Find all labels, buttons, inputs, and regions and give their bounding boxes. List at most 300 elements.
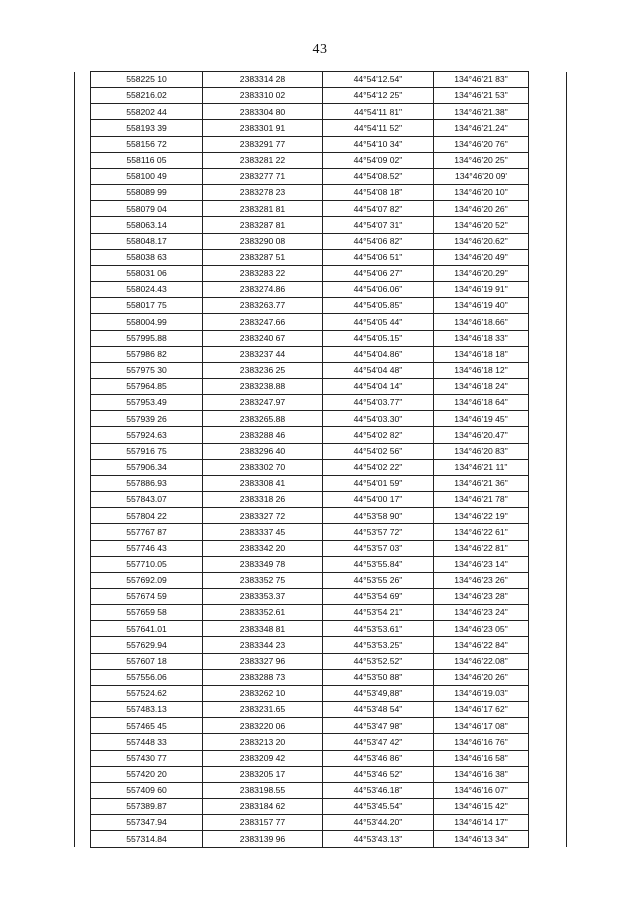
right-blank-cell <box>529 249 567 265</box>
y-coordinate-cell: 2383348 81 <box>203 621 323 637</box>
latitude-cell: 44°53'53.61" <box>323 621 434 637</box>
table-row <box>75 201 567 217</box>
x-coordinate-cell: 558089 99 <box>91 185 203 201</box>
longitude-cell: 134°46'16 07" <box>434 782 529 798</box>
y-coordinate-cell: 2383198.55 <box>203 782 323 798</box>
y-coordinate-cell: 2383213 20 <box>203 734 323 750</box>
table-row <box>75 443 567 459</box>
table-row <box>75 378 567 394</box>
y-coordinate-cell: 2383337 45 <box>203 524 323 540</box>
right-blank-cell <box>529 605 567 621</box>
left-margin-cell <box>75 572 91 588</box>
left-margin-cell <box>75 104 91 120</box>
left-margin-cell <box>75 718 91 734</box>
y-coordinate-cell: 2383296 40 <box>203 443 323 459</box>
left-margin-cell <box>75 314 91 330</box>
left-margin-cell <box>75 282 91 298</box>
latitude-cell: 44°54'09 02" <box>323 152 434 168</box>
y-coordinate-cell: 2383240 67 <box>203 330 323 346</box>
left-margin-cell <box>75 265 91 281</box>
left-margin-cell <box>75 589 91 605</box>
y-coordinate-cell: 2383287 81 <box>203 217 323 233</box>
table-row <box>75 265 567 281</box>
latitude-cell: 44°53'52.52" <box>323 653 434 669</box>
right-blank-cell <box>529 524 567 540</box>
table-row <box>75 282 567 298</box>
y-coordinate-cell: 2383231.65 <box>203 702 323 718</box>
left-margin-cell <box>75 88 91 104</box>
left-margin-cell <box>75 508 91 524</box>
longitude-cell: 134°46'20 49" <box>434 249 529 265</box>
table-row <box>75 734 567 750</box>
right-blank-cell <box>529 685 567 701</box>
x-coordinate-cell: 558038 63 <box>91 249 203 265</box>
x-coordinate-cell: 557607 18 <box>91 653 203 669</box>
y-coordinate-cell: 2383220 06 <box>203 718 323 734</box>
table-row <box>75 589 567 605</box>
left-margin-cell <box>75 233 91 249</box>
left-margin-cell <box>75 152 91 168</box>
left-margin-cell <box>75 556 91 572</box>
right-blank-cell <box>529 815 567 831</box>
longitude-cell: 134°46'23 28" <box>434 589 529 605</box>
y-coordinate-cell: 2383288 46 <box>203 427 323 443</box>
longitude-cell: 134°46'20 25" <box>434 152 529 168</box>
longitude-cell: 134°46'20 83" <box>434 443 529 459</box>
right-blank-cell <box>529 411 567 427</box>
left-margin-cell <box>75 750 91 766</box>
left-margin-cell <box>75 330 91 346</box>
right-blank-cell <box>529 395 567 411</box>
table-row <box>75 605 567 621</box>
x-coordinate-cell: 557767 87 <box>91 524 203 540</box>
right-blank-cell <box>529 492 567 508</box>
x-coordinate-cell: 557389.87 <box>91 799 203 815</box>
x-coordinate-cell: 557886.93 <box>91 475 203 491</box>
left-margin-cell <box>75 120 91 136</box>
latitude-cell: 44°53'46.18" <box>323 782 434 798</box>
latitude-cell: 44°53'57 72" <box>323 524 434 540</box>
y-coordinate-cell: 2383238.88 <box>203 378 323 394</box>
left-margin-cell <box>75 201 91 217</box>
longitude-cell: 134°46'20 26" <box>434 201 529 217</box>
longitude-cell: 134°46'20.62" <box>434 233 529 249</box>
latitude-cell: 44°54'06.06" <box>323 282 434 298</box>
latitude-cell: 44°53'43.13" <box>323 831 434 847</box>
x-coordinate-cell: 557804 22 <box>91 508 203 524</box>
y-coordinate-cell: 2383157 77 <box>203 815 323 831</box>
latitude-cell: 44°53'46 52" <box>323 766 434 782</box>
x-coordinate-cell: 557975 30 <box>91 362 203 378</box>
left-margin-cell <box>75 136 91 152</box>
longitude-cell: 134°46'18.66" <box>434 314 529 330</box>
y-coordinate-cell: 2383247.97 <box>203 395 323 411</box>
x-coordinate-cell: 557409 60 <box>91 782 203 798</box>
table-row <box>75 766 567 782</box>
x-coordinate-cell: 558156 72 <box>91 136 203 152</box>
x-coordinate-cell: 558031 06 <box>91 265 203 281</box>
right-blank-cell <box>529 669 567 685</box>
table-row <box>75 72 567 88</box>
latitude-cell: 44°53'47 42" <box>323 734 434 750</box>
right-blank-cell <box>529 314 567 330</box>
longitude-cell: 134°46'21 83" <box>434 72 529 88</box>
longitude-cell: 134°46'21 36" <box>434 475 529 491</box>
y-coordinate-cell: 2383302 70 <box>203 459 323 475</box>
x-coordinate-cell: 557995.88 <box>91 330 203 346</box>
table-row <box>75 298 567 314</box>
longitude-cell: 134°46'17 62" <box>434 702 529 718</box>
y-coordinate-cell: 2383288 73 <box>203 669 323 685</box>
x-coordinate-cell: 557641.01 <box>91 621 203 637</box>
left-margin-cell <box>75 475 91 491</box>
longitude-cell: 134°46'20 09' <box>434 168 529 184</box>
x-coordinate-cell: 557964.85 <box>91 378 203 394</box>
y-coordinate-cell: 2383349 78 <box>203 556 323 572</box>
left-margin-cell <box>75 411 91 427</box>
longitude-cell: 134°46'18 33" <box>434 330 529 346</box>
longitude-cell: 134°46'16 58" <box>434 750 529 766</box>
latitude-cell: 44°53'45.54" <box>323 799 434 815</box>
y-coordinate-cell: 2383139 96 <box>203 831 323 847</box>
left-margin-cell <box>75 605 91 621</box>
x-coordinate-cell: 558216.02 <box>91 88 203 104</box>
right-blank-cell <box>529 621 567 637</box>
right-blank-cell <box>529 572 567 588</box>
latitude-cell: 44°54'11 81" <box>323 104 434 120</box>
table-row <box>75 152 567 168</box>
longitude-cell: 134°46'20.29" <box>434 265 529 281</box>
right-blank-cell <box>529 831 567 847</box>
right-blank-cell <box>529 637 567 653</box>
table-row <box>75 330 567 346</box>
x-coordinate-cell: 557916 75 <box>91 443 203 459</box>
left-margin-cell <box>75 168 91 184</box>
left-margin-cell <box>75 540 91 556</box>
table-row <box>75 120 567 136</box>
longitude-cell: 134°46'17 08" <box>434 718 529 734</box>
y-coordinate-cell: 2383308 41 <box>203 475 323 491</box>
latitude-cell: 44°54'11 52" <box>323 120 434 136</box>
table-row <box>75 475 567 491</box>
longitude-cell: 134°46'22 81" <box>434 540 529 556</box>
right-blank-cell <box>529 282 567 298</box>
x-coordinate-cell: 557939 26 <box>91 411 203 427</box>
latitude-cell: 44°53'47 98" <box>323 718 434 734</box>
latitude-cell: 44°54'06 27" <box>323 265 434 281</box>
right-blank-cell <box>529 136 567 152</box>
table-row <box>75 395 567 411</box>
table-row <box>75 346 567 362</box>
table-row <box>75 233 567 249</box>
right-blank-cell <box>529 459 567 475</box>
latitude-cell: 44°54'03.77" <box>323 395 434 411</box>
latitude-cell: 44°54'04 48" <box>323 362 434 378</box>
latitude-cell: 44°54'07 31" <box>323 217 434 233</box>
y-coordinate-cell: 2383290 08 <box>203 233 323 249</box>
table-row <box>75 815 567 831</box>
longitude-cell: 134°46'16 38" <box>434 766 529 782</box>
y-coordinate-cell: 2383314 28 <box>203 72 323 88</box>
y-coordinate-cell: 2383184 62 <box>203 799 323 815</box>
x-coordinate-cell: 557746 43 <box>91 540 203 556</box>
x-coordinate-cell: 558004.99 <box>91 314 203 330</box>
latitude-cell: 44°54'08.52" <box>323 168 434 184</box>
x-coordinate-cell: 557347.94 <box>91 815 203 831</box>
table-row <box>75 831 567 847</box>
left-margin-cell <box>75 492 91 508</box>
latitude-cell: 44°53'53.25" <box>323 637 434 653</box>
table-row <box>75 427 567 443</box>
left-margin-cell <box>75 831 91 847</box>
latitude-cell: 44°53'48 54" <box>323 702 434 718</box>
longitude-cell: 134°46'21 78" <box>434 492 529 508</box>
right-blank-cell <box>529 152 567 168</box>
right-blank-cell <box>529 734 567 750</box>
x-coordinate-cell: 557692.09 <box>91 572 203 588</box>
left-margin-cell <box>75 185 91 201</box>
right-blank-cell <box>529 168 567 184</box>
latitude-cell: 44°54'08 18" <box>323 185 434 201</box>
x-coordinate-cell: 557465 45 <box>91 718 203 734</box>
longitude-cell: 134°46'20.47" <box>434 427 529 443</box>
longitude-cell: 134°46'19 45" <box>434 411 529 427</box>
right-blank-cell <box>529 185 567 201</box>
table-row <box>75 621 567 637</box>
longitude-cell: 134°46'20 10" <box>434 185 529 201</box>
longitude-cell: 134°46'16 76" <box>434 734 529 750</box>
left-margin-cell <box>75 653 91 669</box>
latitude-cell: 44°53'44.20" <box>323 815 434 831</box>
latitude-cell: 44°54'05 44" <box>323 314 434 330</box>
longitude-cell: 134°46'23 14" <box>434 556 529 572</box>
left-margin-cell <box>75 685 91 701</box>
latitude-cell: 44°54'10 34" <box>323 136 434 152</box>
table-row <box>75 799 567 815</box>
left-margin-cell <box>75 217 91 233</box>
right-blank-cell <box>529 72 567 88</box>
y-coordinate-cell: 2383277 71 <box>203 168 323 184</box>
y-coordinate-cell: 2383205 17 <box>203 766 323 782</box>
table-row <box>75 540 567 556</box>
longitude-cell: 134°46'22 84" <box>434 637 529 653</box>
right-blank-cell <box>529 298 567 314</box>
x-coordinate-cell: 557843.07 <box>91 492 203 508</box>
latitude-cell: 44°54'05.15" <box>323 330 434 346</box>
left-margin-cell <box>75 395 91 411</box>
left-margin-cell <box>75 621 91 637</box>
latitude-cell: 44°54'01 59" <box>323 475 434 491</box>
latitude-cell: 44°53'50 88" <box>323 669 434 685</box>
y-coordinate-cell: 2383274.86 <box>203 282 323 298</box>
table-row <box>75 411 567 427</box>
latitude-cell: 44°53'54 21" <box>323 605 434 621</box>
latitude-cell: 44°54'04.86" <box>323 346 434 362</box>
x-coordinate-cell: 557420 20 <box>91 766 203 782</box>
y-coordinate-cell: 2383327 96 <box>203 653 323 669</box>
right-blank-cell <box>529 799 567 815</box>
left-margin-cell <box>75 249 91 265</box>
y-coordinate-cell: 2383353.37 <box>203 589 323 605</box>
latitude-cell: 44°53'49,88" <box>323 685 434 701</box>
latitude-cell: 44°54'02 22" <box>323 459 434 475</box>
y-coordinate-cell: 2383327 72 <box>203 508 323 524</box>
longitude-cell: 134°46'14 17" <box>434 815 529 831</box>
table-row <box>75 508 567 524</box>
x-coordinate-cell: 557659 58 <box>91 605 203 621</box>
latitude-cell: 44°54'05.85" <box>323 298 434 314</box>
x-coordinate-cell: 558063.14 <box>91 217 203 233</box>
right-blank-cell <box>529 750 567 766</box>
right-blank-cell <box>529 330 567 346</box>
x-coordinate-cell: 558024.43 <box>91 282 203 298</box>
right-blank-cell <box>529 378 567 394</box>
x-coordinate-cell: 558116 05 <box>91 152 203 168</box>
left-margin-cell <box>75 782 91 798</box>
y-coordinate-cell: 2383310 02 <box>203 88 323 104</box>
left-margin-cell <box>75 815 91 831</box>
latitude-cell: 44°54'00 17" <box>323 492 434 508</box>
table-row <box>75 524 567 540</box>
longitude-cell: 134°46'19 91" <box>434 282 529 298</box>
left-margin-cell <box>75 72 91 88</box>
table-row <box>75 104 567 120</box>
table-row <box>75 314 567 330</box>
x-coordinate-cell: 557524.62 <box>91 685 203 701</box>
x-coordinate-cell: 558017 75 <box>91 298 203 314</box>
y-coordinate-cell: 2383344 23 <box>203 637 323 653</box>
longitude-cell: 134°46'20 26" <box>434 669 529 685</box>
y-coordinate-cell: 2383318 26 <box>203 492 323 508</box>
y-coordinate-cell: 2383262 10 <box>203 685 323 701</box>
table-row <box>75 362 567 378</box>
x-coordinate-cell: 558079 04 <box>91 201 203 217</box>
longitude-cell: 134°46'20 76" <box>434 136 529 152</box>
longitude-cell: 134°46'22 19" <box>434 508 529 524</box>
latitude-cell: 44°54'07 82" <box>323 201 434 217</box>
longitude-cell: 134°46'21 53" <box>434 88 529 104</box>
longitude-cell: 134°46'23 24" <box>434 605 529 621</box>
x-coordinate-cell: 557674 59 <box>91 589 203 605</box>
left-margin-cell <box>75 378 91 394</box>
latitude-cell: 44°53'57 03" <box>323 540 434 556</box>
longitude-cell: 134°46'15 42" <box>434 799 529 815</box>
latitude-cell: 44°53'55.84" <box>323 556 434 572</box>
right-blank-cell <box>529 718 567 734</box>
table-row <box>75 750 567 766</box>
y-coordinate-cell: 2383263.77 <box>203 298 323 314</box>
x-coordinate-cell: 558193 39 <box>91 120 203 136</box>
latitude-cell: 44°54'02 56" <box>323 443 434 459</box>
right-blank-cell <box>529 120 567 136</box>
y-coordinate-cell: 2383209 42 <box>203 750 323 766</box>
right-blank-cell <box>529 766 567 782</box>
longitude-cell: 134°46'13 34" <box>434 831 529 847</box>
right-blank-cell <box>529 589 567 605</box>
y-coordinate-cell: 2383236 25 <box>203 362 323 378</box>
longitude-cell: 134°46'21.38" <box>434 104 529 120</box>
right-blank-cell <box>529 508 567 524</box>
left-margin-cell <box>75 799 91 815</box>
table-row <box>75 702 567 718</box>
longitude-cell: 134°46'23 05" <box>434 621 529 637</box>
left-margin-cell <box>75 427 91 443</box>
longitude-cell: 134°46'19.03" <box>434 685 529 701</box>
table-row <box>75 782 567 798</box>
right-blank-cell <box>529 653 567 669</box>
left-margin-cell <box>75 459 91 475</box>
x-coordinate-cell: 557710.05 <box>91 556 203 572</box>
latitude-cell: 44°54'12.54" <box>323 72 434 88</box>
y-coordinate-cell: 2383281 22 <box>203 152 323 168</box>
right-blank-cell <box>529 556 567 572</box>
y-coordinate-cell: 2383301 91 <box>203 120 323 136</box>
x-coordinate-cell: 557448 33 <box>91 734 203 750</box>
right-blank-cell <box>529 702 567 718</box>
table-row <box>75 653 567 669</box>
y-coordinate-cell: 2383304 80 <box>203 104 323 120</box>
latitude-cell: 44°53'58 90" <box>323 508 434 524</box>
longitude-cell: 134°46'19 40" <box>434 298 529 314</box>
y-coordinate-cell: 2383265.88 <box>203 411 323 427</box>
right-blank-cell <box>529 346 567 362</box>
table-row <box>75 217 567 233</box>
latitude-cell: 44°54'12 25" <box>323 88 434 104</box>
table-row <box>75 185 567 201</box>
longitude-cell: 134°46'18 24" <box>434 378 529 394</box>
x-coordinate-cell: 558048.17 <box>91 233 203 249</box>
right-blank-cell <box>529 475 567 491</box>
x-coordinate-cell: 557629.94 <box>91 637 203 653</box>
y-coordinate-cell: 2383247.66 <box>203 314 323 330</box>
longitude-cell: 134°46'18 18" <box>434 346 529 362</box>
right-blank-cell <box>529 217 567 233</box>
table-row <box>75 136 567 152</box>
y-coordinate-cell: 2383352 75 <box>203 572 323 588</box>
latitude-cell: 44°54'02 82" <box>323 427 434 443</box>
left-margin-cell <box>75 362 91 378</box>
right-blank-cell <box>529 540 567 556</box>
x-coordinate-cell: 558100 49 <box>91 168 203 184</box>
y-coordinate-cell: 2383352.61 <box>203 605 323 621</box>
table-row <box>75 249 567 265</box>
table-row <box>75 637 567 653</box>
left-margin-cell <box>75 346 91 362</box>
right-blank-cell <box>529 104 567 120</box>
table-row <box>75 492 567 508</box>
table-row <box>75 669 567 685</box>
right-blank-cell <box>529 265 567 281</box>
left-margin-cell <box>75 766 91 782</box>
x-coordinate-cell: 557924.63 <box>91 427 203 443</box>
y-coordinate-cell: 2383237 44 <box>203 346 323 362</box>
latitude-cell: 44°53'55 26" <box>323 572 434 588</box>
y-coordinate-cell: 2383283 22 <box>203 265 323 281</box>
y-coordinate-cell: 2383291 77 <box>203 136 323 152</box>
page-number: 43 <box>312 42 328 57</box>
longitude-cell: 134°46'20 52" <box>434 217 529 233</box>
longitude-cell: 134°46'22.08" <box>434 653 529 669</box>
left-margin-cell <box>75 669 91 685</box>
x-coordinate-cell: 558225 10 <box>91 72 203 88</box>
table-row <box>75 572 567 588</box>
longitude-cell: 134°46'21.24" <box>434 120 529 136</box>
right-blank-cell <box>529 233 567 249</box>
x-coordinate-cell: 558202 44 <box>91 104 203 120</box>
x-coordinate-cell: 557483.13 <box>91 702 203 718</box>
table-row <box>75 718 567 734</box>
x-coordinate-cell: 557314.84 <box>91 831 203 847</box>
